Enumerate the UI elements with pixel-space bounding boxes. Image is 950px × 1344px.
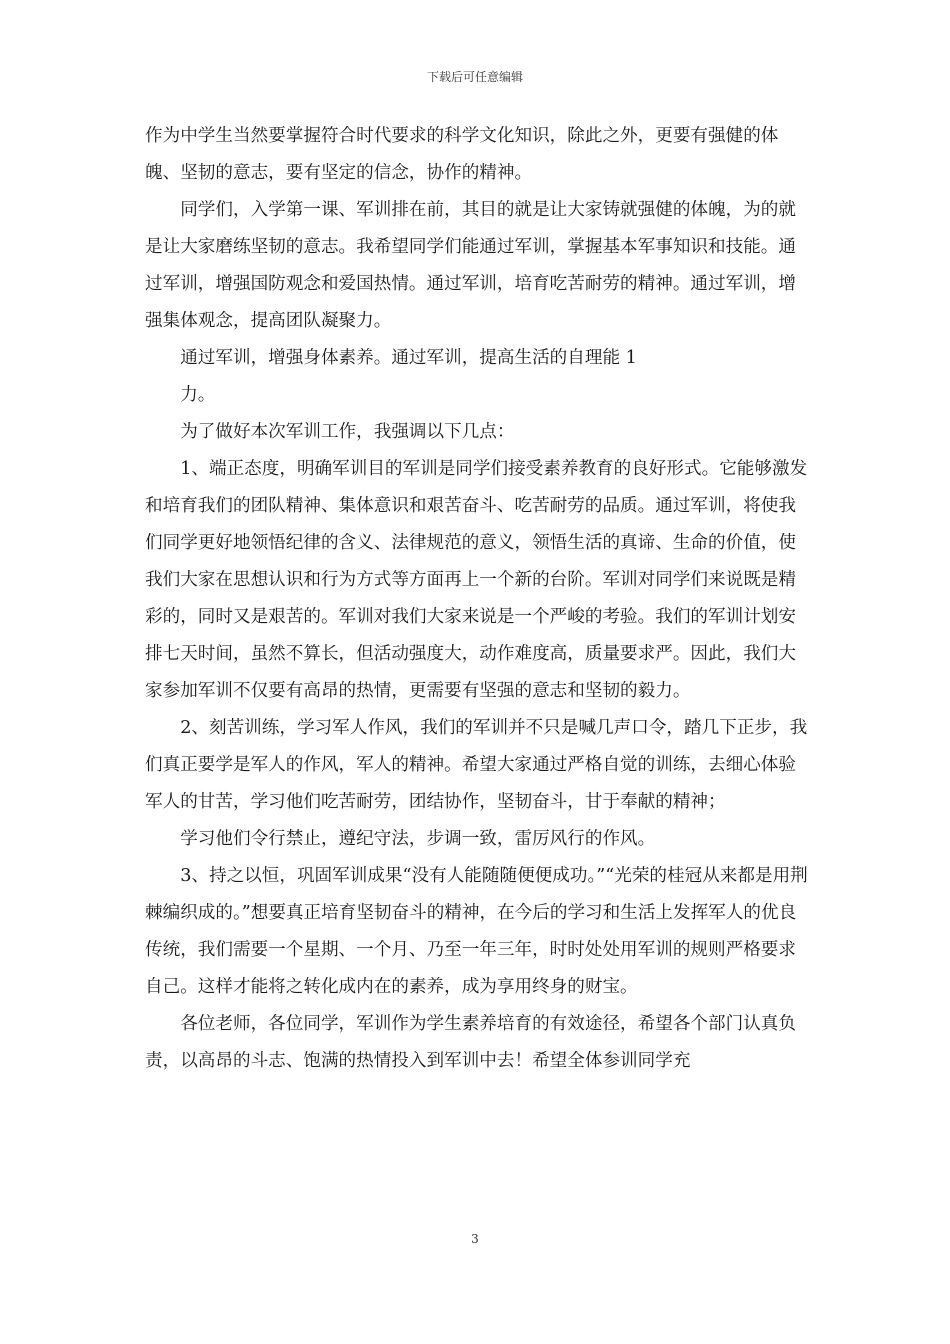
paragraph: 1、端正态度，明确军训目的军训是同学们接受素养教育的良好形式。它能够激发和培育我们的团队精神、集体意识和艰苦奋斗、吃苦耐劳的品质。通过军训，将使我们同学更好地领悟纪律的含义、法律规范的意义，领悟生活的真谛、生命的价值，使我们大家在思想认识和行为方式等方面再上一个新的台阶。军训对同学们来说既是精彩的，同时又是艰苦的。军训对我们大家来说是一个严峻的考验。我们的军训计划安排七天时间，虽然不算长，但活动强度大，动作难度高，质量要求严。因此，我们大家参加军训不仅要有高昂的热情，更需要有坚强的意志和坚韧的毅力。	[145, 459, 808, 701]
paragraph: 作为中学生当然要掌握符合时代要求的科学文化知识，除此之外，更要有强健的体魄、坚韧的意志，要有坚定的信念，协作的精神。	[145, 126, 779, 183]
paragraph: 通过军训，增强身体素养。通过军训，提高生活的自理能 1	[180, 348, 637, 368]
document-body	[145, 118, 810, 1080]
paragraph: 为了做好本次军训工作，我强调以下几点：	[180, 422, 515, 442]
paragraph: 各位老师，各位同学，军训作为学生素养培育的有效途径，希望各个部门认真负责，以高昂的斗志、饱满的热情投入到军训中去！希望全体参训同学充	[145, 1014, 796, 1071]
paragraph: 学习他们令行禁止，遵纪守法，步调一致，雷厉风行的作风。	[180, 829, 656, 849]
page-number: 3	[471, 1232, 479, 1246]
page-header: 下载后可任意编辑	[426, 70, 523, 84]
paragraph: 2、刻苦训练，学习军人作风，我们的军训并不只是喊几声口令，踏几下正步，我们真正要学是军人的作风，军人的精神。希望大家通过严格自觉的训练，去细心体验军人的甘苦，学习他们吃苦耐劳，团结协作，坚韧奋斗，甘于奉献的精神；	[145, 718, 808, 812]
paragraph: 3、持之以恒，巩固军训成果“没有人能随随便便成功。”“光荣的桂冠从来都是用荆棘编织成的。”想要真正培育坚韧奋斗的精神，在今后的学习和生活上发挥军人的优良传统，我们需要一个星期、一个月、乃至一年三年，时时处处用军训的规则严格要求自己。这样才能将之转化成内在的素养，成为享用终身的财宝。	[145, 866, 808, 997]
paragraph: 力。	[180, 385, 216, 405]
paragraph: 同学们，入学第一课、军训排在前，其目的就是让大家铸就强健的体魄，为的就是让大家磨练坚韧的意志。我希望同学们能通过军训，掌握基本军事知识和技能。通过军训，增强国防观念和爱国热情。通过军训，培育吃苦耐劳的精神。通过军训，增强集体观念，提高团队凝聚力。	[145, 200, 796, 331]
